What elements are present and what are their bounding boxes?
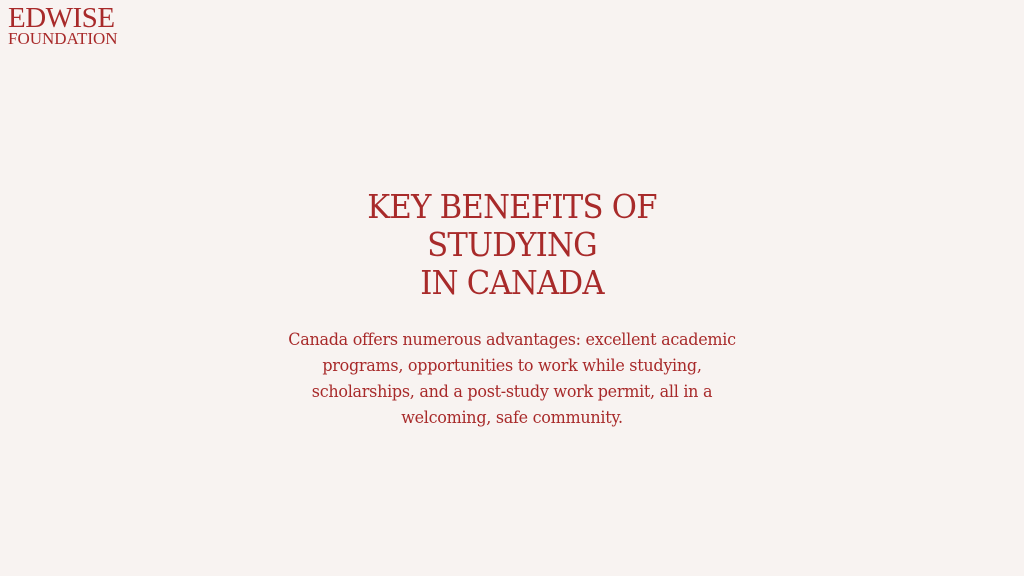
title-line-2: IN CANADA [420, 263, 604, 302]
slide-body: Canada offers numerous advantages: excellent academic programs, opportunities to work while studying, scholarships, and a post-study work permit, all in a welcoming, safe community. [288, 330, 736, 428]
logo-wordmark: EDWISE [8, 2, 115, 34]
slide-title [280, 188, 745, 302]
title-line-1: KEY BENEFITS OF STUDYING [367, 187, 657, 264]
slide-content [262, 188, 762, 431]
brand-logo [8, 4, 118, 47]
logo-subtitle: FOUNDATION [8, 29, 118, 48]
